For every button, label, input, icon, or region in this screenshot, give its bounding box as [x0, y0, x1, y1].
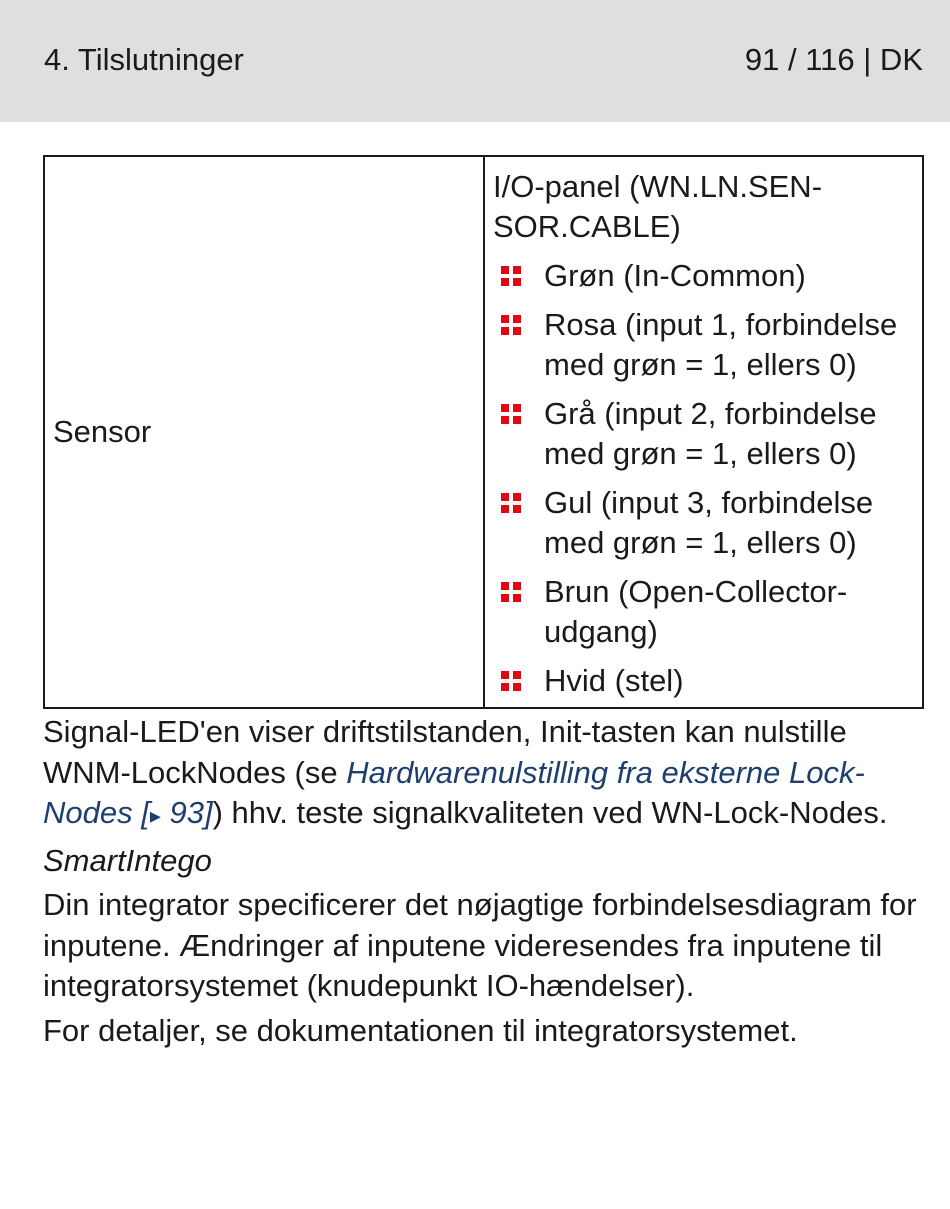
red-square-grid-icon: [501, 266, 521, 286]
red-square-grid-icon: [501, 315, 521, 335]
paragraph-details: For detaljer, se dokumentationen til integratorsystemet.: [43, 1012, 798, 1048]
wire-list-item: [493, 483, 914, 563]
page-arrow-icon[interactable]: ▸: [149, 803, 161, 828]
wire-label: Grå (input 2, forbindelse med grøn = 1, ellers 0): [544, 396, 877, 471]
paragraph-text-end: ) hhv. teste signalkvaliteten ved WN-Lock-Nodes.: [212, 795, 888, 830]
wire-list-item: [493, 572, 914, 652]
wire-label: Hvid (stel): [544, 663, 684, 698]
wire-list-item: [493, 394, 914, 474]
body-text: [43, 712, 933, 1055]
link-text[interactable]: Hardwarenulstilling fra eksterne Lock-Nodes [: [43, 754, 865, 830]
table-cell-wiring: [485, 157, 922, 707]
wire-label: Rosa (input 1, forbindelse med grøn = 1, ellers 0): [544, 307, 898, 382]
red-square-grid-icon: [501, 582, 521, 602]
paragraph-signal-led: [43, 712, 933, 837]
connection-table: [43, 155, 924, 709]
red-square-grid-icon: [501, 671, 521, 691]
wire-label: Grøn (In-Common): [544, 258, 806, 293]
wire-label: Brun (Open-Collector- udgang): [544, 574, 848, 649]
wire-list: [493, 256, 914, 701]
wire-list-item: [493, 256, 914, 296]
wire-label: Gul (input 3, forbindelse med grøn = 1, ellers 0): [544, 485, 874, 560]
chapter-title: 4. Tilslutninger: [44, 42, 244, 77]
wire-list-item: [493, 305, 914, 385]
component-label: Sensor: [53, 414, 152, 449]
red-square-grid-icon: [501, 493, 521, 513]
page-header: [0, 0, 950, 122]
paragraph-integrator: Din integrator specificerer det nøjagtige forbindelsesdiagram for inputene. Ændringer af inputene videresendes fra inputene til integratorsystemet (knudepunkt IO-hændelser).: [43, 887, 917, 1003]
red-square-grid-icon: [501, 404, 521, 424]
page-number: 91 / 116 | DK: [744, 42, 923, 77]
wiring-heading: I/O-panel (WN.LN.SEN- SOR.CABLE): [493, 169, 823, 244]
link-page[interactable]: 93]: [160, 795, 213, 830]
wire-list-item: [493, 661, 914, 701]
subheading-smartintego: SmartIntego: [43, 842, 212, 878]
paragraph-text: Signal-LED'en viser driftstilstanden, Init-tasten kan nulstille WNM-LockNodes (se: [43, 714, 847, 790]
table-cell-component: [45, 157, 485, 707]
